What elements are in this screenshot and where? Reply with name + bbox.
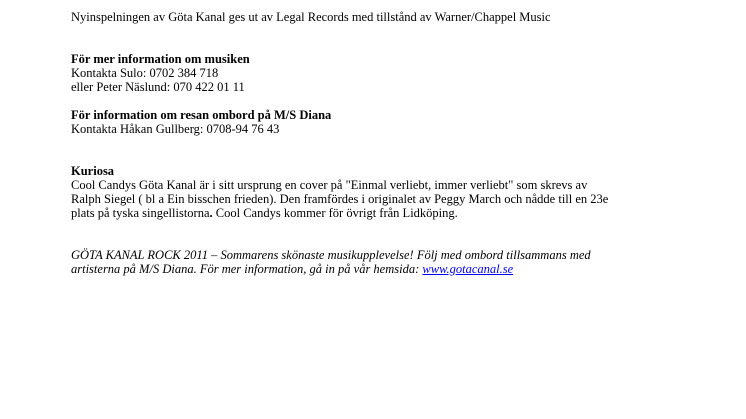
footer-section <box>71 248 711 276</box>
intro-text: Nyinspelningen av Göta Kanal ges ut av Legal Records med tillstånd av Warner/Chappel Music <box>71 10 551 24</box>
music-contact-peter: eller Peter Näslund: 070 422 01 11 <box>71 80 245 94</box>
music-info-heading: För mer information om musiken <box>71 52 250 66</box>
footer-line-2-text: artisterna på M/S Diana. För mer information, gå in på vår hemsida: <box>71 262 423 276</box>
kuriosa-line-2: Ralph Siegel ( bl a Ein bisschen frieden). Den framfördes i originalet av Peggy March och nådde till en 23e <box>71 192 609 206</box>
kuriosa-section <box>71 164 711 220</box>
trip-info-section <box>71 108 711 136</box>
kuriosa-line-3-end: Cool Candys kommer för övrigt från Lidköping. <box>212 206 458 220</box>
music-contact-sulo: Kontakta Sulo: 0702 384 718 <box>71 66 219 80</box>
kuriosa-heading: Kuriosa <box>71 164 115 178</box>
footer-line-2 <box>71 262 711 276</box>
footer-line-1: GÖTA KANAL ROCK 2011 – Sommarens skönaste musikupplevelse! Följ med ombord tillsammans med <box>71 248 591 262</box>
kuriosa-line-3-dot: . <box>209 206 213 220</box>
website-link[interactable]: www.gotacanal.se <box>422 262 514 276</box>
trip-info-heading: För information om resan ombord på M/S Diana <box>71 108 332 122</box>
kuriosa-line-1: Cool Candys Göta Kanal är i sitt ursprung en cover på "Einmal verliebt, immer verliebt" som skrevs av <box>71 178 588 192</box>
document-page <box>71 10 711 276</box>
music-info-section <box>71 52 711 94</box>
kuriosa-line-3 <box>71 206 711 220</box>
trip-contact-hakan: Kontakta Håkan Gullberg: 0708-94 76 43 <box>71 122 280 136</box>
kuriosa-line-3-start: plats på tyska singellistorna <box>71 206 210 220</box>
